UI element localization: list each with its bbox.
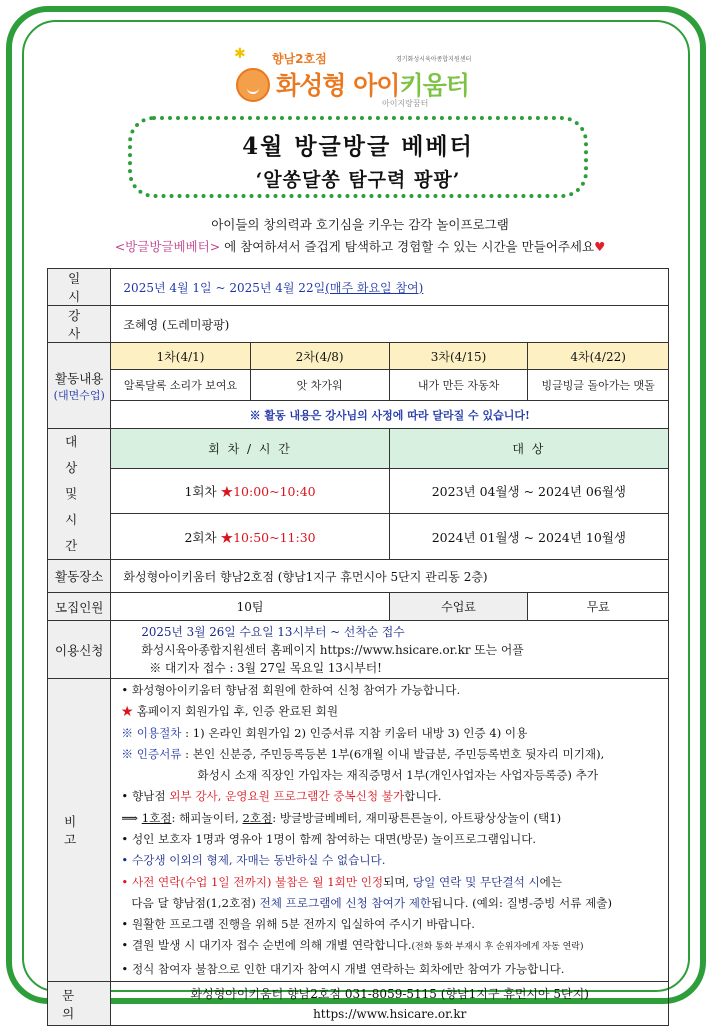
remark-documents-2: 화성시 소재 직장인 가입자는 재직증명서 1부(개인사업자는 사업자등록증) 추가	[197, 768, 599, 783]
row-target-header: 대 상 및 시 간 회 차 / 시 간 대 상	[48, 429, 669, 469]
remark-absence: • 사전 연락(수업 1일 전까지) 불참은 월 1회만 인정되며, 당일 연락 및 무단결석 시에는	[121, 874, 563, 889]
logo-name: 화성형 아이키움터	[276, 71, 469, 100]
page-subtitle: ‘알쏭달쏭 탐구력 팡팡’	[255, 169, 461, 191]
title-box	[128, 116, 588, 198]
content-4: 빙글빙글 돌아가는 맷돌	[528, 370, 669, 401]
remark-waitlist: • 정식 참여자 불참으로 인한 대기자 참여시 개별 연락하는 회차에만 참여가 가능합니다.	[121, 961, 565, 976]
apply-label: 이용신청	[48, 621, 111, 679]
row-apply	[48, 621, 669, 679]
round-1: 1차(4/1)	[111, 343, 250, 370]
row-activity-content	[48, 370, 669, 401]
star-icon: ★	[220, 529, 234, 545]
remarks-list	[121, 680, 664, 980]
content-1: 알록달록 소리가 보여요	[111, 370, 250, 401]
apply-waitlist: ※ 대기자 접수 : 3월 27일 목요일 13시부터!	[149, 660, 382, 675]
star-icon: ★	[220, 484, 234, 500]
inquiry-label: 문 의	[48, 982, 111, 1026]
schedule-label: 일 시	[48, 269, 111, 306]
remark-arrival: • 원활한 프로그램 진행을 위해 5분 전까지 입실하여 주시기 바랍니다.	[121, 917, 475, 932]
remark-siblings: • 수강생 이외의 형제, 자매는 동반하실 수 없습니다.	[121, 853, 386, 868]
recruit-count: 10팀	[111, 593, 389, 621]
remark-branches: ⟹ 1호점: 해피놀이터, 2호점: 방글방글베베터, 재미팡튼튼놀이, 아트팡상상놀이 (택1)	[121, 810, 562, 825]
row-instructor	[48, 306, 669, 343]
logo-sub: 아이지랑꿈터	[382, 99, 429, 108]
heart-icon: ♥	[594, 239, 606, 254]
row-activity-notice	[48, 401, 669, 429]
schedule-note: (매주 화요일 참여)	[325, 280, 424, 295]
logo	[232, 46, 492, 112]
content-2: 앗 차가워	[250, 370, 389, 401]
session-1-age: 2023년 04월생 ~ 2024년 06월생	[389, 468, 668, 514]
venue-text: 화성형아이키움터 향남2호점 (향남1지구 휴먼시아 5단지 관리동 2층)	[111, 560, 669, 593]
row-schedule	[48, 269, 669, 306]
apply-site: 화성시육아종합지원센터 홈페이지 https://www.hsicare.or.kr 또는 어플	[141, 642, 524, 657]
row-remarks	[48, 679, 669, 982]
star-icon: ✱	[234, 46, 246, 62]
remark-guardian: • 성인 보호자 1명과 영유아 1명이 함께 참여하는 대면(방문) 놀이프로그램입니다.	[121, 832, 537, 846]
col-time: 회 차 / 시 간	[111, 429, 389, 469]
row-recruit	[48, 593, 669, 621]
fee-label: 수업료	[389, 593, 528, 621]
fee-value: 무료	[528, 593, 669, 621]
remarks-label: 비 고	[48, 679, 111, 982]
row-venue	[48, 560, 669, 593]
activity-label: 활동내용	[55, 370, 104, 386]
inquiry-contact: 화성형아이키움터 향남2호점 031-8059-5115 (향남1지구 휴먼시아 5단지)	[190, 986, 589, 1001]
child-face-icon	[236, 68, 270, 102]
logo-partner: 경기화성시육아종합지원센터	[396, 56, 472, 63]
content-3: 내가 만든 자동차	[389, 370, 528, 401]
col-target: 대 상	[389, 429, 668, 469]
round-2: 2차(4/8)	[250, 343, 389, 370]
page-title: 4월 방글방글 베베터	[242, 133, 474, 160]
instructor-label: 강 사	[48, 306, 111, 343]
remark-duplicate: • 향남점 외부 강사, 운영요원 프로그램간 중복신청 불가합니다.	[121, 789, 442, 804]
instructor-name: 조혜영 (도레미팡팡)	[111, 306, 669, 343]
remark-procedure: ※ 이용절차 : 1) 온라인 회원가입 2) 인증서류 지참 키움터 내방 3) 인증 4) 이용	[121, 725, 528, 740]
row-inquiry	[48, 982, 669, 1026]
row-session-2: 2회차 ★10:50~11:30 2024년 01월생 ~ 2024년 10월생	[48, 514, 669, 560]
remark-restriction: 다음 달 향남점(1,2호점) 전체 프로그램에 신청 참여가 제한됩니다. (예외: 질병-증빙 서류 제출)	[131, 895, 613, 910]
remark-member: • 화성형아이키움터 향남점 회원에 한하여 신청 참여가 가능합니다.	[121, 682, 461, 697]
activity-notice: ※ 활동 내용은 강사님의 사정에 따라 달라질 수 있습니다!	[111, 401, 669, 429]
round-4: 4차(4/22)	[528, 343, 669, 370]
schedule-dates: 2025년 4월 1일 ~ 2025년 4월 22일	[123, 280, 326, 295]
intro	[40, 214, 680, 258]
logo-branch: 향남2호점	[272, 52, 327, 66]
activity-mode: (대면수업)	[53, 388, 105, 402]
round-3: 3차(4/15)	[389, 343, 528, 370]
remark-vacancy: • 결원 발생 시 대기자 접수 순번에 의해 개별 연락합니다.(전화 통화 부재시 후 순위자에게 자동 연락)	[121, 938, 584, 953]
inquiry-url[interactable]: https://www.hsicare.or.kr	[313, 1006, 467, 1021]
recruit-label: 모집인원	[48, 593, 111, 621]
star-icon: ★	[121, 704, 134, 719]
venue-label: 활동장소	[48, 560, 111, 593]
intro-line2: <방글방글베베터> 에 참여하셔서 즐겁게 탐색하고 경험할 수 있는 시간을 만들어주세요♥	[114, 239, 606, 254]
apply-date: 2025년 3월 26일 수요일 13시부터 ~ 선착순 접수	[141, 624, 405, 639]
info-table	[47, 268, 669, 1026]
session-2-age: 2024년 01월생 ~ 2024년 10월생	[389, 514, 668, 560]
remark-auth: ★ 홈페이지 회원가입 후, 인증 완료된 회원	[121, 704, 339, 719]
remark-documents: ※ 인증서류 : 본인 신분증, 주민등록등본 1부(6개월 이내 발급분, 주민등록번호 뒷자리 미기재),	[121, 746, 605, 761]
row-session-1: 1회차 ★10:00~10:40 2023년 04월생 ~ 2024년 06월생	[48, 468, 669, 514]
row-activity-rounds	[48, 343, 669, 370]
intro-line1: 아이들의 창의력과 호기심을 키우는 감각 놀이프로그램	[211, 217, 509, 232]
